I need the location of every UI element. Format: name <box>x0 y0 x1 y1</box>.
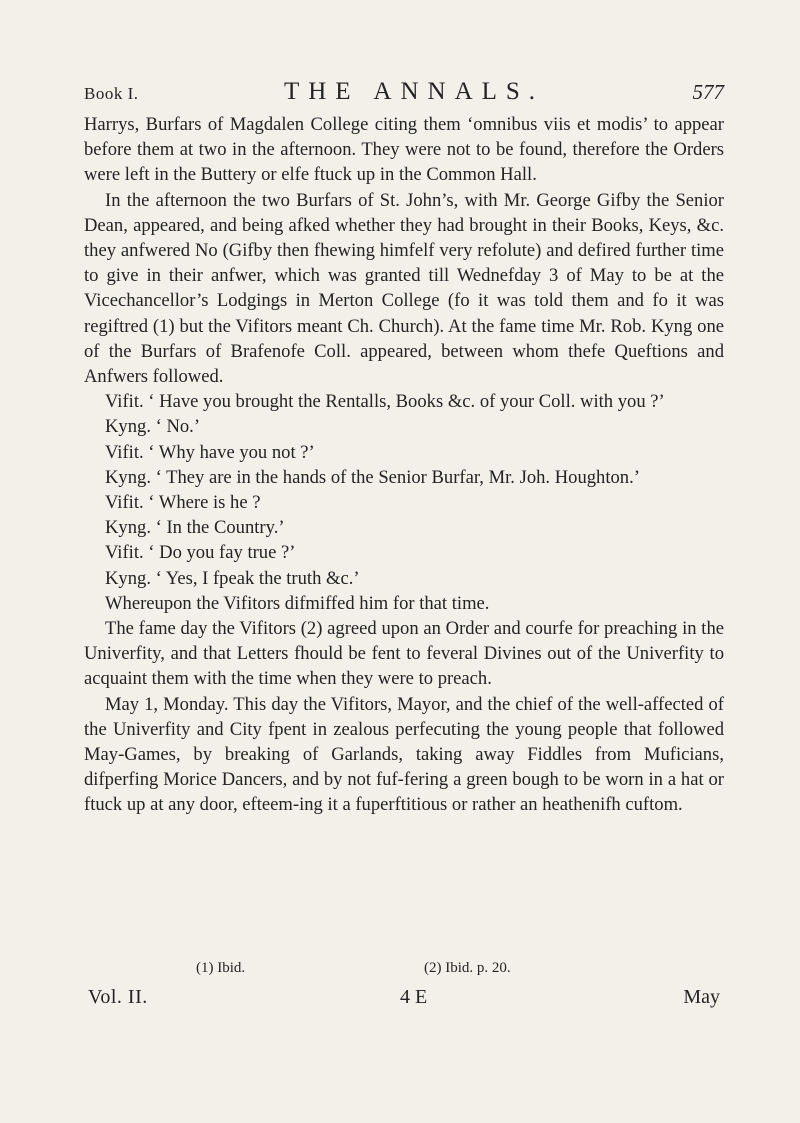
dialogue-line: Vifit. ‘ Have you brought the Rentalls, Books &c. of your Coll. with you ?’ <box>105 391 665 413</box>
signature-mark: 4 E <box>400 986 428 1008</box>
body-text <box>84 112 724 818</box>
footnotes <box>84 960 724 984</box>
catchword: May <box>683 986 720 1008</box>
footnote: (1) Ibid. <box>196 960 246 976</box>
running-title: THE ANNALS. <box>283 78 545 105</box>
dialogue-line: Kyng. ‘ No.’ <box>105 416 201 438</box>
paragraph: Whereupon the Vifitors difmiffed him for that time. <box>105 592 490 614</box>
dialogue-line: Kyng. ‘ In the Country.’ <box>105 517 285 539</box>
paragraph: The fame day the Vifitors (2) agreed upon an Order and courfe for preaching in the Univerfity, and that Letters fhould be fent to feveral Divines out of the Univerfity to acquaint them with the time when they were to preach. <box>84 618 724 690</box>
dialogue-line: Vifit. ‘ Do you fay true ?’ <box>105 542 296 564</box>
dialogue-line: Kyng. ‘ Yes, I fpeak the truth &c.’ <box>105 567 360 589</box>
paragraph: May 1, Monday. This day the Vifitors, Mayor, and the chief of the well-affected of the Univerfity and City fpent in zealous perfecuting the young people that followed May-Games, by breaking of Garlands, taking away Fiddles from Muficians, difperfing Morice Dancers, and by not fuf-fering a green bough to be worn in a hat or ftuck up at any door, efteem-ing it a fuperftitious or rather an heathenifh cuftom. <box>84 693 724 816</box>
volume-label: Vol. II. <box>88 986 148 1008</box>
dialogue-line: Kyng. ‘ They are in the hands of the Senior Burfar, Mr. Joh. Houghton.’ <box>105 466 640 488</box>
dialogue-line: Vifit. ‘ Why have you not ?’ <box>105 441 315 463</box>
page-footer <box>84 986 724 1016</box>
book-number: Book I. <box>84 84 139 103</box>
paragraph: In the afternoon the two Burfars of St. John’s, with Mr. George Gifby the Senior Dean, appeared, and being afked whether they had brought in their Books, Keys, &c. they anfwered No (Gifby then fhewing himfelf very refolute) and defired further time to give in their anfwer, which was granted till Wednefday 3 of May to be at the Vicechancellor’s Lodgings in Merton College (fo it was told them and fo it was regiftred (1) but the Vifitors meant Ch. Church). At the fame time Mr. Rob. Kyng one of the Burfars of Brafenofe Coll. appeared, between whom thefe Queftions and Anfwers followed. <box>84 189 724 388</box>
paragraph: Harrys, Burfars of Magdalen College citing them ‘omnibus viis et modis’ to appear before them at two in the afternoon. They were not to be found, therefore the Orders were left in the Buttery or elfe ftuck up in the Common Hall. <box>84 114 724 186</box>
page-number: 577 <box>692 80 724 104</box>
dialogue-line: Vifit. ‘ Where is he ? <box>105 492 261 514</box>
footnote: (2) Ibid. p. 20. <box>424 960 511 976</box>
running-header <box>84 78 724 108</box>
